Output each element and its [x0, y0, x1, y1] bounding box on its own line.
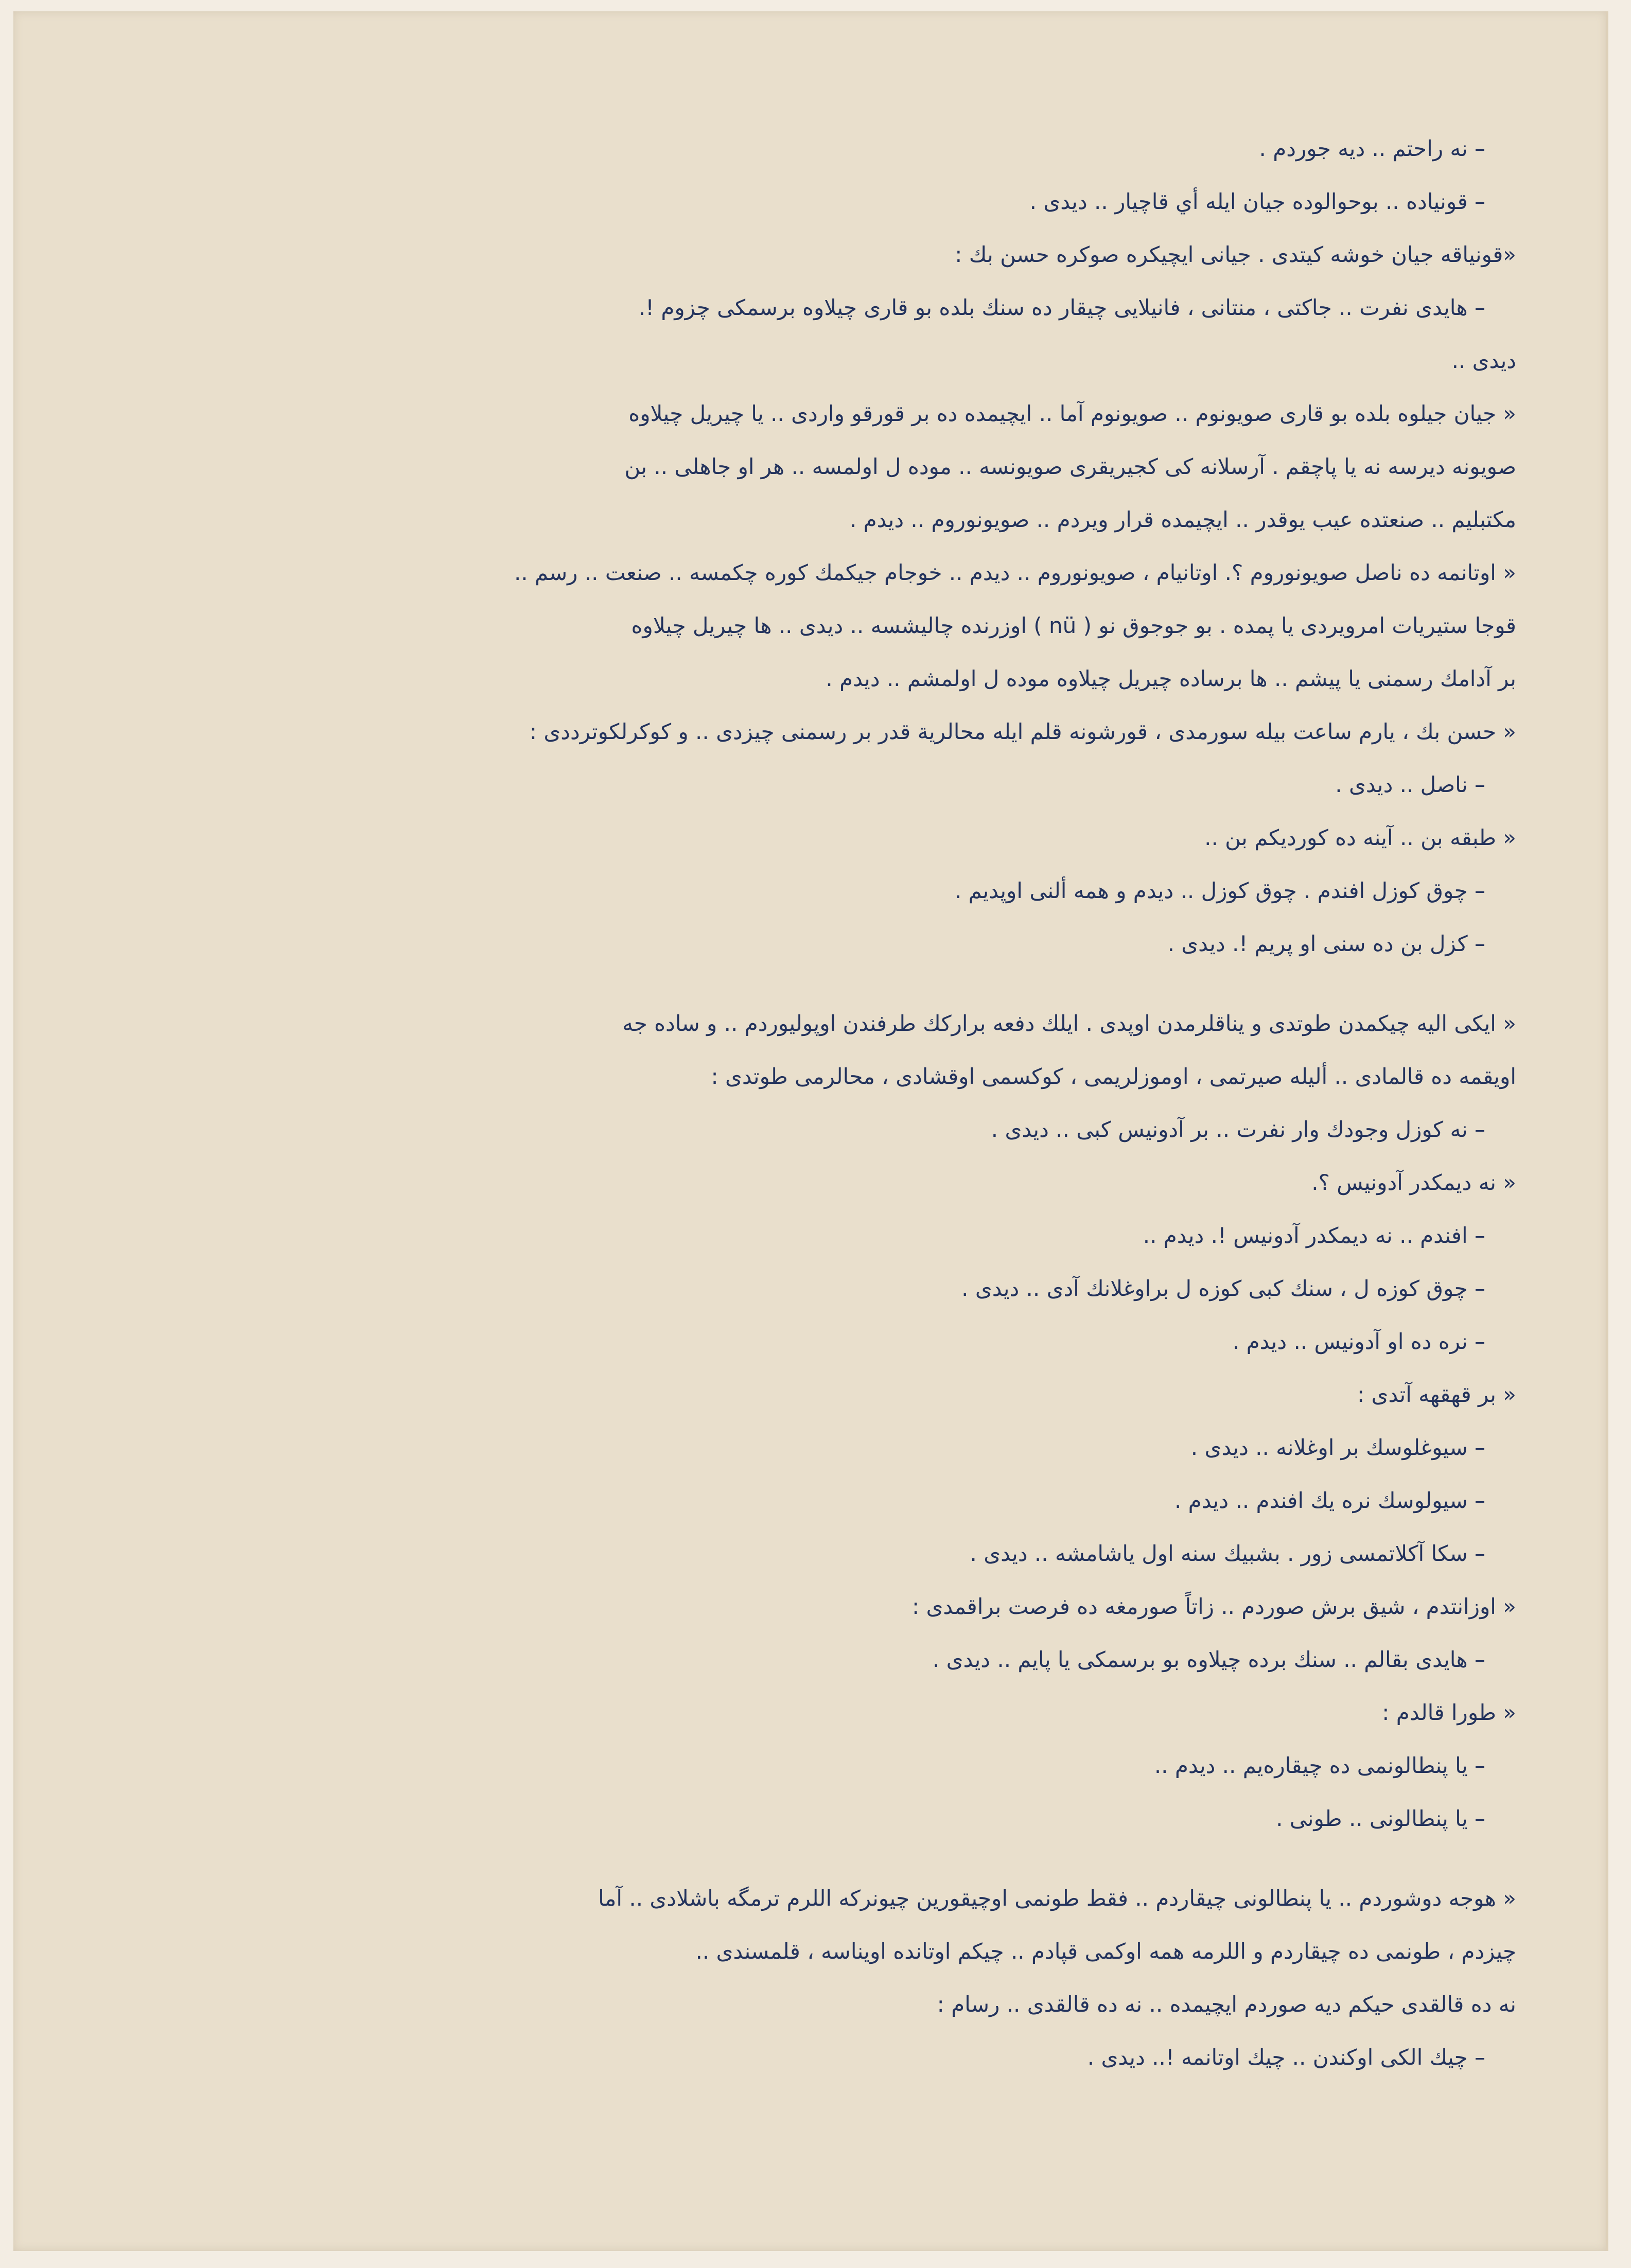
narration-line: صويونه ديرسه نه يا پاچقم . آرسلانه كى كجيريقرى صويونسه .. موده ل اولمسه .. هر او جاهلى .. بن: [624, 454, 1516, 479]
manuscript-page: [13, 11, 1608, 2251]
narration-line: « بر قهقهه آتدى :: [1357, 1382, 1516, 1407]
narration-line: « اوزانتدم ، شيق برش صوردم .. زاتاً صورمغه ده فرصت براقمدى :: [911, 1594, 1516, 1619]
dialogue-line: – يا پنطالونمى ده چيقارەيم .. ديدم ..: [1154, 1753, 1485, 1778]
dialogue-line: – نه كوزل وجودك وار نفرت .. بر آدونيس كبى .. ديدى .: [991, 1117, 1485, 1142]
narration-line: « هوجه دوشوردم .. يا پنطالونى چيقاردم .. فقط طونمى اوچيقورين چيونركه اللرم ترمگه باشلادى .. آما: [598, 1886, 1516, 1911]
dialogue-line: – ناصل .. ديدى .: [1335, 772, 1485, 797]
dialogue-line: – كزل بن ده سنى او پريم !. ديدى .: [1167, 931, 1485, 956]
narration-line: ديدى ..: [1451, 348, 1516, 373]
narration-line: اويقمه ده قالمادى .. أليله صيرتمى ، اوموزلريمى ، كوكسمى اوقشادى ، محالرمى طوتدى :: [711, 1064, 1516, 1089]
dialogue-line: – هايدى نفرت .. جاكتى ، منتانى ، فانيلايى چيقار ده سنك بلده بو قارى چيلاوه برسمكى چزوم !.: [638, 295, 1485, 320]
narration-line: بر آدامك رسمنى يا پيشم .. ها برساده چيريل چيلاوه موده ل اولمشم .. ديدم .: [826, 666, 1516, 691]
dialogue-line: – قونياده .. بوحوالوده جيان ايله أي قاچيار .. ديدى .: [1029, 189, 1485, 214]
handwritten-text-block: [91, 122, 1516, 2084]
narration-line: « اوتانمه ده ناصل صويونوروم ؟. اوتانيام ، صويونوروم .. ديدم .. خوجام جيكمك كوره چكمسه .. صنعت .. رسم ..: [514, 560, 1516, 585]
dialogue-line: – سكا آكلاتمسى زور . بشبيك سنه اول ياشامشه .. ديدى .: [970, 1541, 1485, 1566]
narration-line: مكتبليم .. صنعتده عيب يوقدر .. ايچيمده قرار ويردم .. صويونوروم .. ديدم .: [849, 507, 1516, 532]
narration-line: قوجا ستيريات امرويردى يا پمده . بو جوجوق نو ( nü ) اوزرنده چاليشسه .. ديدى .. ها چيريل چيلاوه: [631, 613, 1516, 638]
dialogue-line: – سيولوسك نره يك افندم .. ديدم .: [1174, 1488, 1485, 1513]
narration-line: « طورا قالدم :: [1382, 1700, 1516, 1725]
dialogue-line: – يا پنطالونى .. طونى .: [1276, 1806, 1485, 1831]
narration-line: « ايكى اليه چيكمدن طوتدى و يناقلرمدن اوپدى . ايلك دفعه براركك طرفندن اوپوليوردم .. و ساده جه: [622, 1011, 1516, 1036]
narration-line: « طبقه بن .. آينه ده كورديكم بن ..: [1204, 825, 1516, 850]
dialogue-line: – چوق كوزه ل ، سنك كبى كوزه ل براوغلانك آدى .. ديدى .: [961, 1276, 1485, 1301]
dialogue-line: – نره ده او آدونيس .. ديدم .: [1232, 1329, 1485, 1354]
dialogue-line: – افندم .. نه ديمكدر آدونيس !. ديدم ..: [1143, 1223, 1485, 1248]
dialogue-line: – نه راحتم .. ديه جوردم .: [1259, 136, 1485, 161]
narration-line: « جيان جيلوه بلده بو قارى صويونوم .. صويونوم آما .. ايچيمده ده بر قورقو واردى .. يا چيريل چيلاوه: [628, 401, 1516, 426]
dialogue-line: – چيك الكى اوكندن .. چيك اوتانمه !.. ديدى .: [1087, 2045, 1485, 2070]
dialogue-line: – سيوغلوسك بر اوغلانه .. ديدى .: [1190, 1435, 1485, 1460]
narration-line: « حسن بك ، يارم ساعت بيله سورمدى ، قورشونه قلم ايله محالرية قدر بر رسمنى چيزدى .. و كوكرلكوترددى :: [529, 719, 1516, 744]
narration-line: «قونياقه جيان خوشه كيتدى . جيانى ايچيكره صوكره حسن بك :: [955, 242, 1516, 267]
dialogue-line: – هايدى بقالم .. سنك برده چيلاوه بو برسمكى يا پايم .. ديدى .: [932, 1647, 1485, 1672]
narration-line: « نه ديمكدر آدونيس ؟.: [1311, 1170, 1516, 1195]
dialogue-line: – چوق كوزل افندم . چوق كوزل .. ديدم و همه ألنى اوپديم .: [954, 878, 1485, 903]
narration-line: چيزدم ، طونمى ده چيقاردم و اللرمه همه اوكمى قپادم .. چيكم اوتانده اويناسه ، قلمسندى ..: [695, 1939, 1516, 1964]
narration-line: نه ده قالقدى حيكم ديه صوردم ايچيمده .. نه ده قالقدى .. رسام :: [937, 1992, 1516, 2017]
